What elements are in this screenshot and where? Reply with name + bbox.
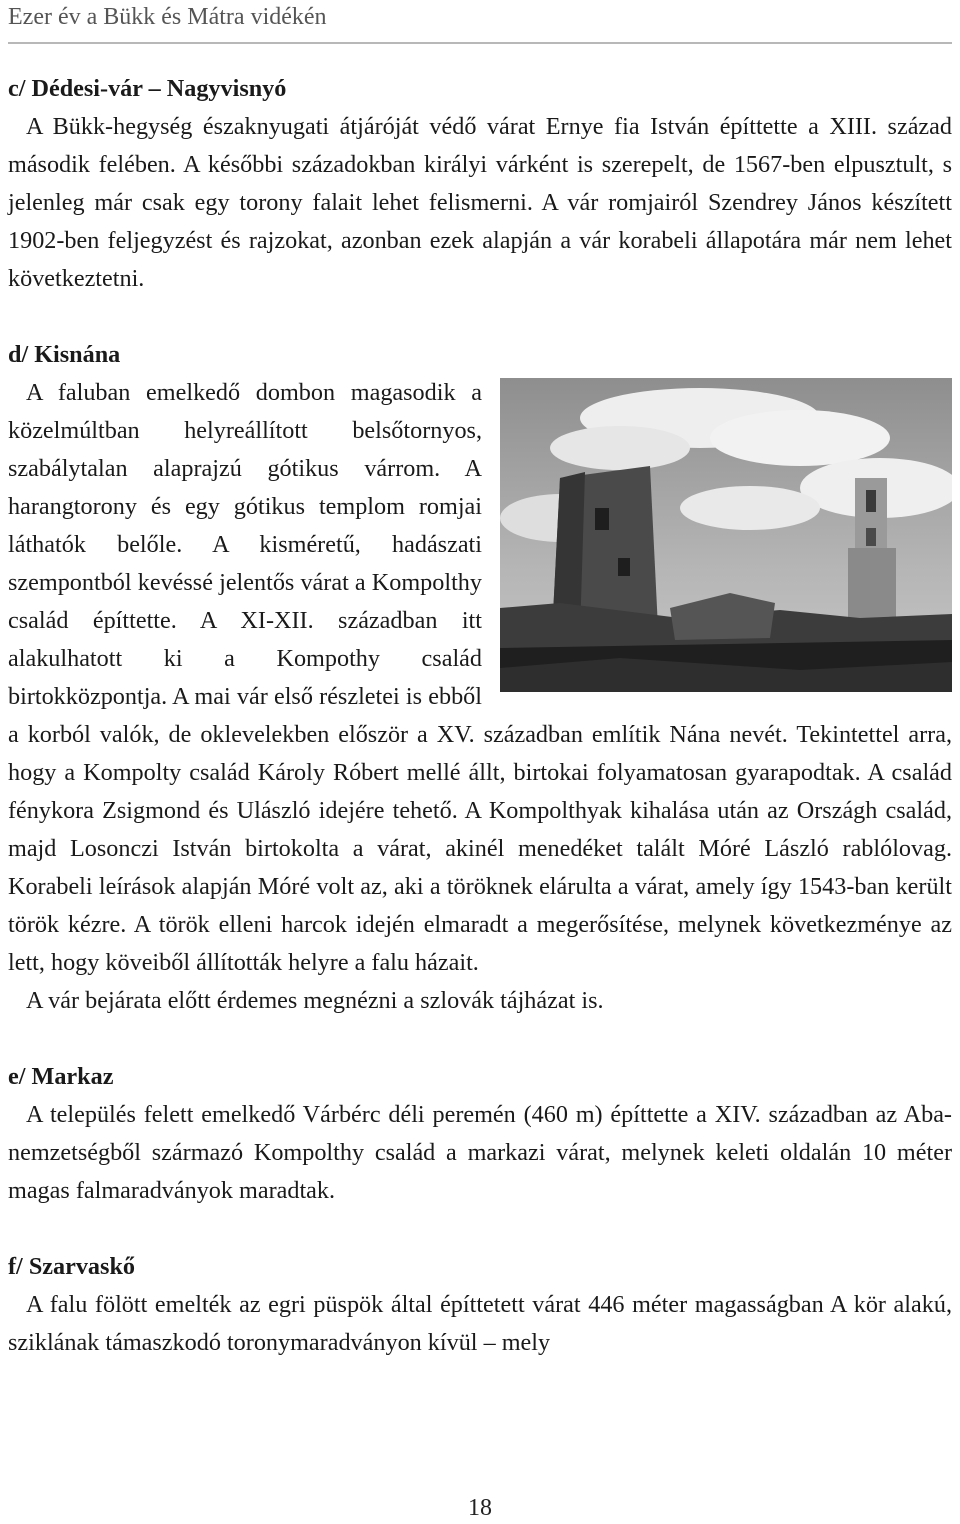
running-header: Ezer év a Bükk és Mátra vidékén [8, 2, 952, 44]
section-gap [8, 298, 952, 336]
section-e-body: A település felett emelkedő Várbérc déli peremén (460 m) építtette a XIV. században az Aba-nemzetségből származó Kompolthy család a markazi várat, melynek keleti oldalán 10 méter magas falmaradványok maradtak. [8, 1101, 952, 1204]
section-d-body-2: A vár bejárata előtt érdemes megnézni a szlovák tájházat is. [26, 987, 604, 1014]
section-gap [8, 1210, 952, 1248]
section-f-heading: f/ Szarvaskő [8, 1253, 135, 1280]
section-c-body: A Bükk-hegység északnyugati átjáróját védő várat Ernye fia István építtette a XIII. század második felében. A későbbi századokban királyi várként is szerepelt, de 1567-ben elpusztult, s jelenleg már csak egy torony falait lehet felismerni. A vár romjairól Szendrey János készített 1902-ben feljegyzést és rajzokat, azonban ezek alapján a vár korabeli állapotára már nem lehet következtetni. [8, 113, 952, 292]
page-content [8, 70, 952, 1362]
section-d-heading: d/ Kisnána [8, 341, 121, 368]
page-number: 18 [468, 1495, 492, 1521]
section-e-heading: e/ Markaz [8, 1063, 114, 1090]
section-gap [8, 1020, 952, 1058]
castle-ruins-illustration [500, 378, 952, 692]
section-c-heading: c/ Dédesi-vár – Nagyvisnyó [8, 75, 287, 102]
castle-ruins-photo [500, 378, 952, 692]
section-d-body: A faluban emelkedő dombon magasodik a közelmúltban helyreállított belsőtornyos, szabálytalan alaprajzú gótikus várrom. A harangtorony és egy gótikus templom romjai láthatók belőle. A kisméretű, hadászati szempontból kevéssé jelentős várat a Kompolthy család építtette. A XI-XII. században itt alakulhatott ki a Kompothy család birtokközpontja. A mai vár első részletei is ebből a korból valók, de oklevelekben először a XV. században említik Nána nevét. Tekintettel arra, hogy a Kompolty család Károly Róbert mellé állt, birtokai folyamatosan gyarapodtak. A család fénykora Zsigmond és Ulászló idejére tehető. A Kompolthyak kihalása után az Országh család, majd Losonczi István birtokolta a várat, akinél menedéket talált Móré László rablólovag. Korabeli leírások alapján Móré volt az, aki a töröknek elárulta a várat, amely így 1543-ban került török kézre. A török elleni harcok idején elmaradt a megerősítése, melynek következménye az lett, hogy köveiből állították helyre a falu házait. [8, 379, 952, 976]
section-f-body: A falu fölött emelték az egri püspök által építtetett várat 446 méter magasságban A kör alakú, sziklának támaszkodó toronymaradványon kívül – mely [8, 1291, 952, 1356]
